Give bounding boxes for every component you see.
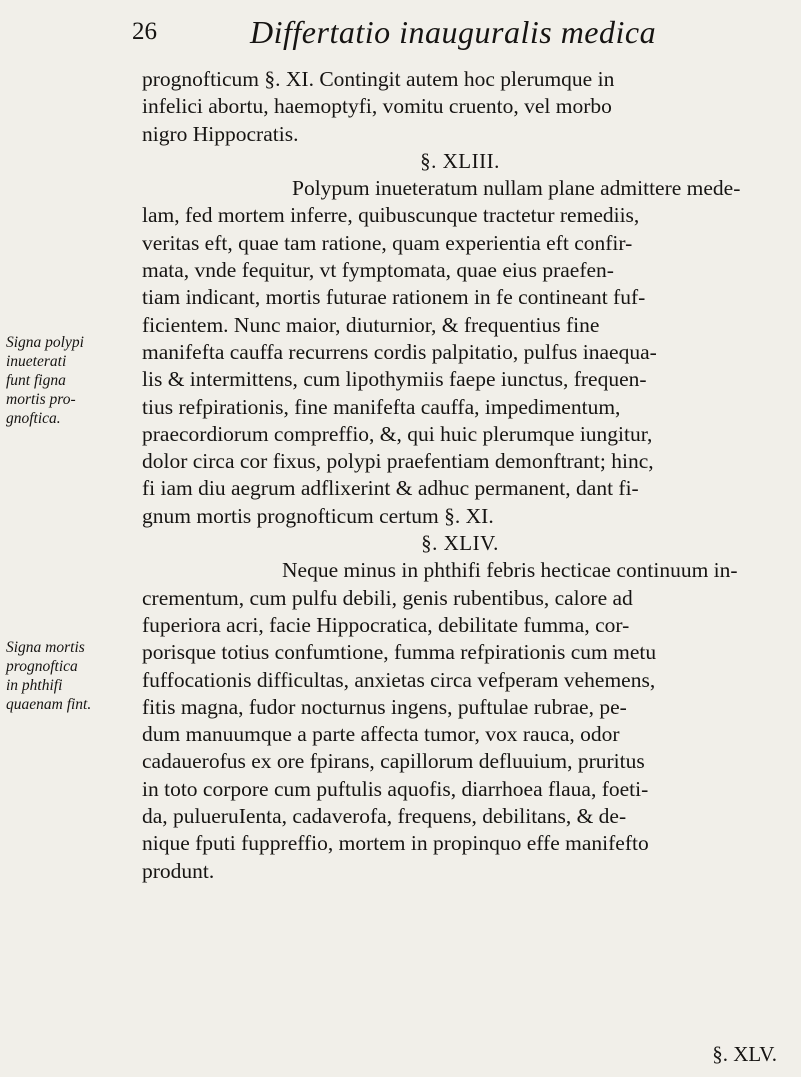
section-heading-xlv: §. XLV. [712,1042,777,1066]
page-number: 26 [132,18,157,45]
text-line: Polypum inueteratum nullam plane admittere mede- [292,176,741,201]
margin-line: gnoftica. [6,410,61,427]
text-line: Neque minus in phthifi febris hecticae continuum in- [282,558,738,583]
text-line: in toto corpore cum puftulis aquofis, diarrhoea flaua, foeti- [142,776,649,801]
text-line: mata, vnde fequitur, vt fymptomata, quae eius praefen- [142,258,614,283]
margin-note-polyp [6,333,84,428]
margin-line: prognoftica [6,658,78,675]
text-line: infelici abortu, haemoptyfi, vomitu cruento, vel morbo [142,94,612,119]
text-line: manifefta cauffa recurrens cordis palpitatio, pulfus inaequa- [142,339,657,364]
text-line: prognofticum §. XI. Contingit autem hoc plerumque in [142,67,615,91]
text-line: gnum mortis prognofticum certum §. XI. [142,503,494,528]
text-line: cadauerofus ex ore fpirans, capillorum defluuium, pruritus [142,749,645,774]
page-header [0,10,801,60]
text-line: tiam indicant, mortis futurae rationem in fe contineant fuf- [142,285,646,310]
text-line: nigro Hippocratis. [142,121,299,146]
text-line: praecordiorum compreffio, &, qui huic plerumque iungitur, [142,421,653,446]
section-heading-xliii: §. XLIII. [420,148,500,173]
margin-line: inueterati [6,353,67,370]
text-line: fi iam diu aegrum adflixerint & adhuc permanent, dant fi- [142,476,639,501]
text-line: veritas eft, quae tam ratione, quam experientia eft confir- [142,230,633,255]
margin-line: quaenam fint. [6,696,92,713]
margin-note-phthisis [6,638,91,714]
text-line: crementum, cum pulfu debili, genis rubentibus, calore ad [142,585,633,610]
text-line: porisque totius confumtione, fumma refpirationis cum metu [142,640,657,665]
text-line: lam, fed mortem inferre, quibuscunque tractetur remediis, [142,203,640,228]
text-line: lis & intermittens, cum lipothymiis faepe iunctus, frequen- [142,367,647,392]
text-line: nique fputi fuppreffio, mortem in propinquo effe manifefto [142,831,649,856]
text-line: fitis magna, fudor nocturnus ingens, puftulae rubrae, pe- [142,694,627,719]
margin-line: funt figna [6,372,66,389]
body-text [142,66,778,885]
text-line: da, pulueruIenta, cadaverofa, frequens, debilitans, & de- [142,804,627,829]
text-line: fuffocationis difficultas, anxietas circa vefperam vehemens, [142,667,656,692]
text-line: fuperiora acri, facie Hippocratica, debilitate fumma, cor- [142,612,630,637]
margin-line: Signa mortis [6,639,85,656]
margin-line: in phthifi [6,677,63,694]
section-heading-xliv: §. XLIV. [421,531,499,556]
text-line: produnt. [142,858,215,883]
running-title: Differtatio inauguralis medica [250,14,657,50]
margin-line: mortis pro- [6,391,76,408]
margin-line: Signa polypi [6,334,84,351]
text-line: ficientem. Nunc maior, diuturnior, & frequentius fine [142,312,600,337]
text-line: tius refpirationis, fine manifefta cauffa, impedimentum, [142,394,621,419]
text-line: dum manuumque a parte affecta tumor, vox rauca, odor [142,722,620,747]
text-line: dolor circa cor fixus, polypi praefentiam demonftrant; hinc, [142,449,654,474]
